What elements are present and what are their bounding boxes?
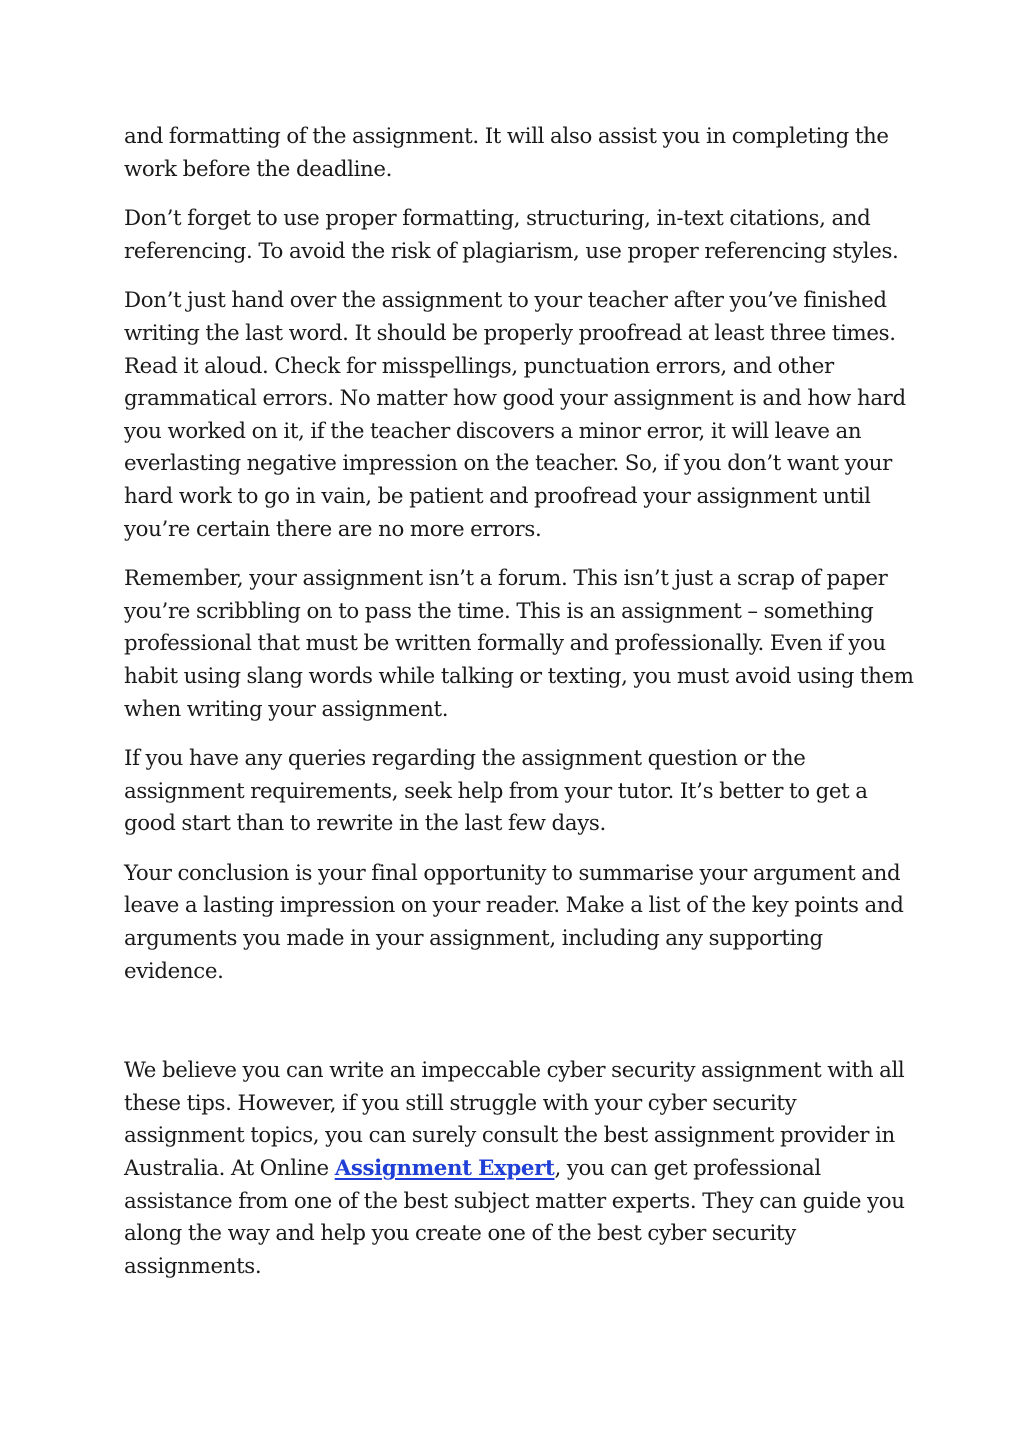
paragraph-spacer: [124, 1005, 914, 1055]
assignment-expert-link[interactable]: Assignment Expert: [334, 1156, 555, 1182]
paragraph-closing: [124, 1055, 914, 1283]
closing-text-before-link: We believe you can write an impeccable cyber security assignment with all these tips. However, if you still struggle with your cyber security assignment topics, you can surely consult the best assignment provider in Australia. At Online: [124, 1058, 905, 1182]
paragraph-referencing: Don’t forget to use proper formatting, structuring, in-text citations, and referencing. To avoid the risk of plagiarism, use proper referencing styles.: [124, 206, 899, 264]
paragraph-proofreading: Don’t just hand over the assignment to your teacher after you’ve finished writing the last word. It should be properly proofread at least three times. Read it aloud. Check for misspellings, punctuation errors, and other grammatical errors. No matter how good your assignment is and how hard you worked on it, if the teacher discovers a minor error, it will leave an everlasting negative impression on the teacher. So, if you don’t want your hard work to go in vain, be patient and proofread your assignment until you’re certain there are no more errors.: [124, 288, 906, 542]
closing-text-after-link: , you can get professional assistance from one of the best subject matter experts. They can guide you along the way and help you create one of the best cyber security assignments.: [124, 1156, 905, 1279]
paragraph-queries: If you have any queries regarding the assignment question or the assignment requirements, seek help from your tutor. It’s better to get a good start than to rewrite in the last few days.: [124, 746, 868, 837]
paragraph-formatting-intro: and formatting of the assignment. It will also assist you in completing the work before the deadline.: [124, 124, 889, 182]
paragraph-conclusion: Your conclusion is your final opportunity to summarise your argument and leave a lasting impression on your reader. Make a list of the key points and arguments you made in your assignment, including any supporting evidence.: [124, 860, 904, 984]
document-page: [124, 121, 914, 1300]
paragraph-formal-writing: Remember, your assignment isn’t a forum. This isn’t just a scrap of paper you’re scribbling on to pass the time. This is an assignment – something professional that must be written formally and professionally. Even if you habit using slang words while talking or texting, you must avoid using them when writing your assignment.: [124, 566, 914, 722]
